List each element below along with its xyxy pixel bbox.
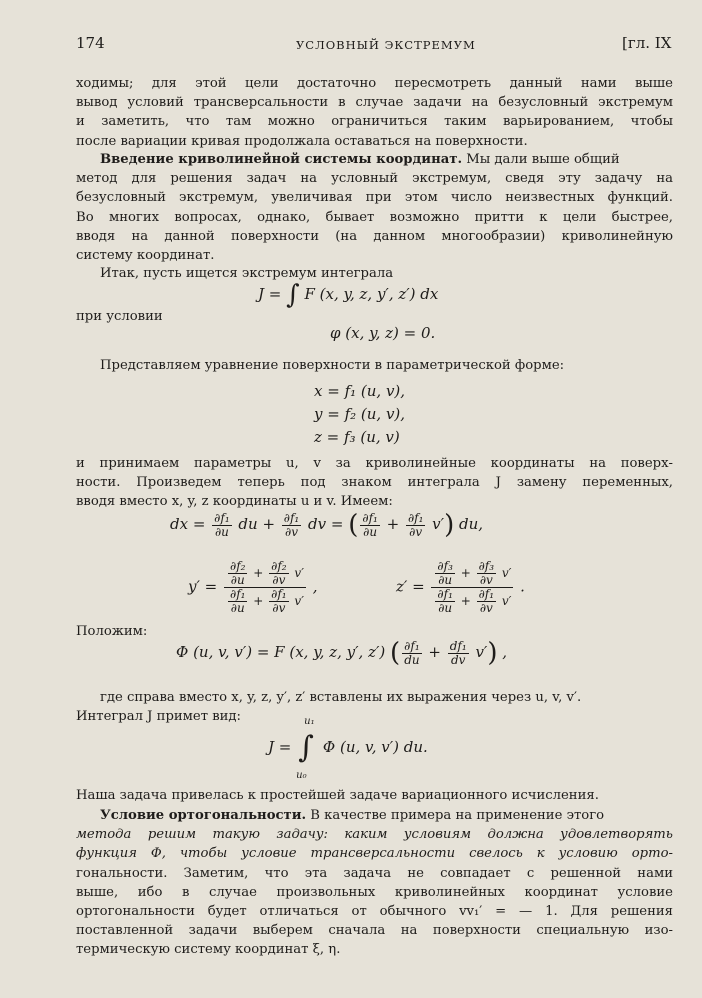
condition-label: при условии	[76, 309, 163, 324]
text-line: Представляем уравнение поверхности в параметрической форме:	[100, 358, 565, 373]
polozhim-label: Положим:	[76, 624, 148, 639]
equation-dx: dx = $\frac{\text{∂f₁}}{\partial u}$ du + $\frac{\text{∂f₁}}{\partial v}$ dv = ( $\frac{\text{∂f₁}}{\partial u}$ + $\frac{\text{∂f₁}}{\partial v}$ v′) du,	[170, 510, 484, 540]
paragraph-1	[76, 74, 673, 151]
text-line: Во многих вопросах, однако, бывает возможно притти к цели быстрее,	[76, 209, 673, 225]
text-line: термическую систему координат ξ, η.	[76, 942, 341, 958]
equation-phi: Φ (u, v, v′) = F (x, y, z, y′, z′) ( $\frac{\text{∂f₁}}{du}$ + $\frac{\text{df₁}}{dv}$ v′) ,	[176, 638, 508, 668]
text-line: Интеграл J примет вид:	[76, 709, 241, 725]
text-line: вводя вместо x, y, z координаты u и v. Имеем:	[76, 494, 393, 510]
text-line: Мы дали выше общий	[462, 152, 620, 167]
text-line: и принимаем параметры u, v за криволинейные координаты на поверх-	[76, 456, 673, 471]
equation-final-integral: J = u₁ ∫ u₀ Φ (u, v, v′) du.	[268, 716, 428, 781]
text-line: ортогональности будет отличаться от обычного vv₁′ = — 1. Для решения	[76, 903, 673, 919]
text-line: безусловный экстремум, увеличивая при этом число неизвестных функций.	[76, 190, 673, 206]
text-line: Наша задача привелась к простейшей задаче вариационного исчисления.	[76, 788, 599, 803]
equation-y-prime: y′ = $\frac{\text{∂f₂}}{\partial u}$ + $\frac{\text{∂f₂}}{\partial v}$ v′ $\frac{\text{∂f₁}}{\partial u}$ + $\frac{\text{∂f₁}}{\partial v}$ v′ ,	[188, 559, 318, 615]
text-line: вывод условий трансверсальности в случае задачи на безусловный экстремум	[76, 95, 673, 111]
paragraph-parametric	[76, 356, 673, 375]
text-line: где справа вместо x, y, z, y′, z′ вставлены их выражения через u, v, v′.	[100, 690, 582, 705]
equation-z-prime: z′ = $\frac{\text{∂f₃}}{\partial u}$ + $\frac{\text{∂f₃}}{\partial v}$ v′ $\frac{\text{∂f₁}}{\partial u}$ + $\frac{\text{∂f₁}}{\partial v}$ v′ .	[396, 559, 525, 615]
text-line: ности. Произведем теперь под знаком интеграла J замену переменных,	[76, 475, 673, 491]
text-line: и заметить, что там можно ограничиться таким варьированием, чтобы	[76, 114, 673, 130]
text-line: после вариации кривая продолжала оставаться на поверхности.	[76, 133, 528, 149]
text-line: функция Φ, чтобы условие трансверсальности свелось к условию орто-	[76, 846, 673, 862]
equation-parametric: x = f₁ (u, v), y = f₂ (u, v), z = f₃ (u, v)	[314, 382, 406, 446]
text-line: поставленной задачи выберем сначала на поверхности специальную изо-	[76, 923, 673, 939]
text-line: вводя на данной поверхности (на данном многообразии) криволинейную	[76, 228, 673, 244]
integral-sign: ∫	[286, 280, 300, 310]
paragraph-params	[76, 454, 673, 512]
section-heading: Введение криволинейной системы координат.	[100, 152, 463, 167]
equation-constraint: φ (x, y, z) = 0.	[330, 324, 436, 342]
text-line: систему координат.	[76, 247, 215, 263]
page-number: 174	[76, 34, 105, 52]
paragraph-substitution	[76, 688, 673, 726]
integral-sign: ∫	[298, 730, 314, 765]
text-line: Итак, пусть ищется экстремум интеграла	[100, 266, 394, 281]
running-title: УСЛОВНЫЙ ЭКСТРЕМУМ	[296, 38, 476, 52]
section-heading: Условие ортогональности.	[100, 808, 307, 823]
text-line: метод для решения задач на условный экстремум, сведя эту задачу на	[76, 171, 673, 187]
paragraph-orthogonality	[76, 806, 673, 960]
paragraph-reduced	[76, 786, 673, 805]
text-line: выше, ибо в случае произвольных криволинейных координат условие	[76, 884, 673, 900]
text-line: метода решим такую задачу: каким условиям должна удовлетворять	[76, 827, 673, 843]
chapter-ref: [гл. IX	[622, 34, 672, 52]
paragraph-curvilinear	[76, 150, 673, 265]
text-line: В качестве примера на применение этого	[306, 808, 605, 823]
equation-integral: J = ∫ F (x, y, z, y′, z′) dx	[258, 280, 439, 310]
text-line: гональности. Заметим, что эта задача не совпадает с решенной нами	[76, 865, 673, 881]
text-line: ходимы; для этой цели достаточно пересмотреть данный нами выше	[76, 76, 673, 91]
